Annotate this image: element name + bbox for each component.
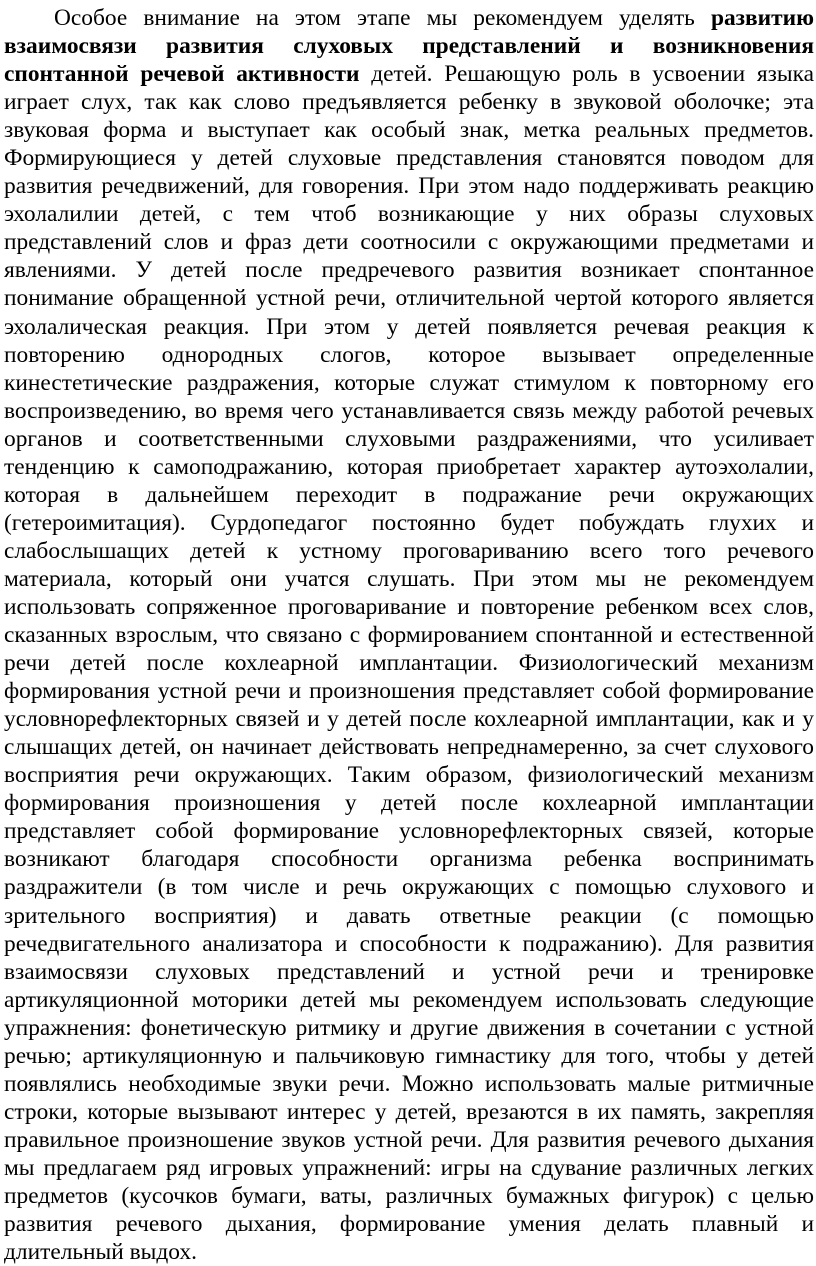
paragraph-text-start: Особое внимание на этом этапе мы рекомендуем уделять <box>54 5 711 31</box>
paragraph-text-rest: детей. Решающую роль в усвоении языка играет слух, так как слово предъявляется ребенку в звуковой оболочке; эта звуковая форма и выступает как особый знак, метка реальных предметов. Формирующиеся у детей слуховые представления становятся поводом для развития речедвижений, для говорения. При этом надо поддерживать реакцию эхолалилии детей, с тем чтоб возникающие у них образы слуховых представлений слов и фраз дети соотносили с окружающими предметами и явлениями. У детей после предречевого развития возникает спонтанное понимание обращенной устной речи, отличительной чертой которого является эхолалическая реакция. При этом у детей появляется речевая реакция к повторению однородных слогов, которое вызывает определенные кинестетические раздражения, которые служат стимулом к повторному его воспроизведению, во время чего устанавливается связь между работой речевых органов и соответственными слуховыми раздражениями, что усиливает тенденцию к самоподражанию, которая приобретает характер аутоэхолалии, которая в дальнейшем переходит в подражание речи окружающих (гетероимитация). Сурдопедагог постоянно будет побуждать глухих и слабослышащих детей к устному проговариванию всего того речевого материала, который они учатся слушать. При этом мы не рекомендуем использовать сопряженное проговаривание и повторение ребенком всех слов, сказанных взрослым, что связано с формированием спонтанной и естественной речи детей после кохлеарной имплантации. Физиологический механизм формирования устной речи и произношения представляет собой формирование условнорефлекторных связей и у детей после кохлеарной имплантации, как и у слышащих детей, он начинает действовать непреднамеренно, за счет слухового восприятия речи окружающих. Таким образом, физиологический механизм формирования произношения у детей после кохлеарной имплантации представляет собой формирование условнорефлекторных связей, которые возникают благодаря способности организма ребенка воспринимать раздражители (в том числе и речь окружающих с помощью слухового и зрительного восприятия) и давать ответные реакции (с помощью речедвигательного анализатора и способности к подражанию). Для развития взаимосвязи слуховых представлений и устной речи и тренировке артикуляционной моторики детей мы рекомендуем использовать следующие упражнения: фонетическую ритмику и другие движения в сочетании с устной речью; артикуляционную и пальчиковую гимнастику для того, чтобы у детей появлялись необходимые звуки речи. Можно использовать малые ритмичные строки, которые вызывают интерес у детей, врезаются в их память, закрепляя правильное произношение звуков устной речи. Для развития речевого дыхания мы предлагаем ряд игровых упражнений: игры на сдувание различных легких предметов (кусочков бумаги, ваты, различных бумажных фигурок) с целью развития речевого дыхания, формирование умения делать плавный и длительный выдох. <box>4 61 814 1266</box>
body-paragraph <box>4 0 814 1266</box>
document-page <box>4 0 814 1266</box>
bold-emphasis-phrase: развитию взаимосвязи развития слуховых представлений и возникновения спонтанной речевой активности <box>4 5 814 88</box>
